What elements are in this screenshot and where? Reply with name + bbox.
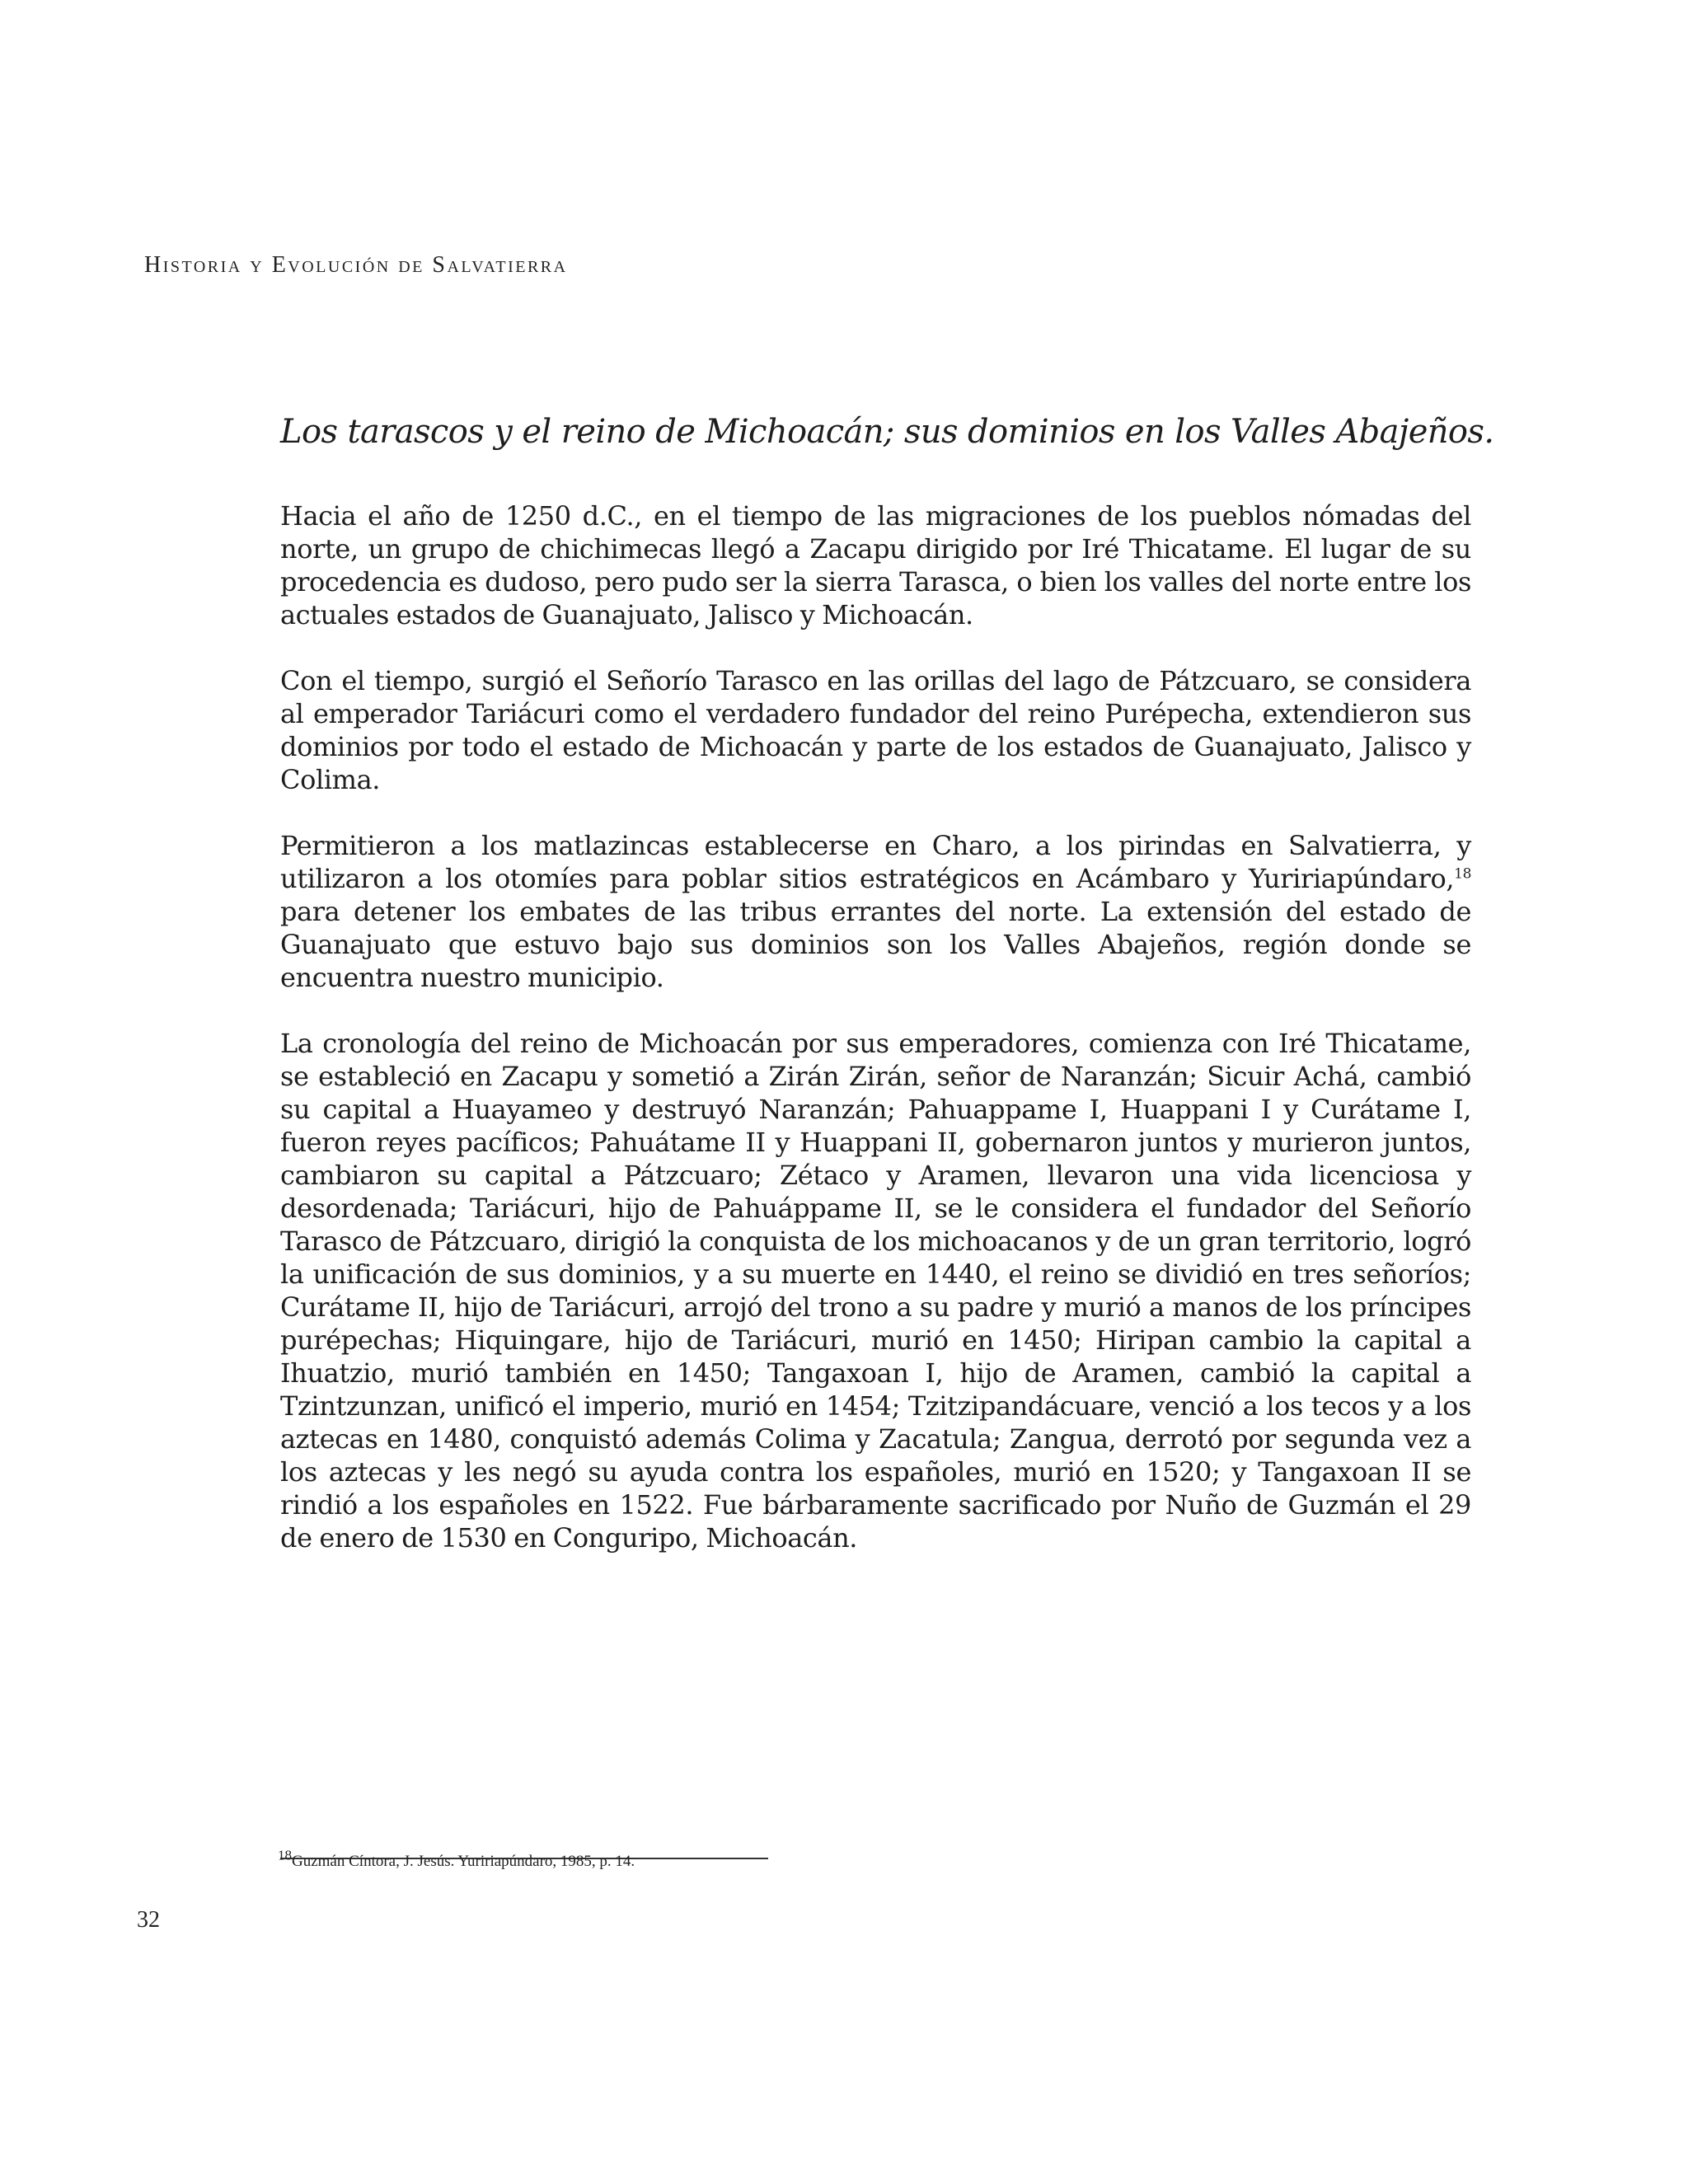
- footnote-reference[interactable]: 18: [1454, 865, 1471, 883]
- paragraph-3-text-before: Permitieron a los matlazincas establecerse en Charo, a los pirindas en Salvatierra, y utilizaron a los otomíes para poblar sitios estratégicos en Acámbaro y Yuririapúndaro,: [280, 830, 1471, 894]
- footnote-number: 18: [278, 1847, 292, 1863]
- paragraph-3: [280, 829, 1471, 994]
- footnote: [278, 1847, 635, 1871]
- paragraph-3-text-after: para detener los embates de las tribus errantes del norte. La extensión del estado de Guanajuato que estuvo bajo sus dominios son los Valles Abajeños, región donde se encuentra nuestro municipio.: [280, 896, 1471, 993]
- page-number: 32: [137, 1907, 160, 1933]
- running-header: Historia y Evolución de Salvatierra: [144, 252, 568, 278]
- main-content: [280, 412, 1494, 1587]
- paragraph-2: Con el tiempo, surgió el Señorío Tarasco en las orillas del lago de Pátzcuaro, se considera al emperador Tariácuri como el verdadero fundador del reino Purépecha, extendieron sus dominios por todo el estado de Michoacán y parte de los estados de Guanajuato, Jalisco y Colima.: [280, 665, 1471, 795]
- paragraph-4: La cronología del reino de Michoacán por sus emperadores, comienza con Iré Thicatame, se estableció en Zacapu y sometió a Zirán Zirán, señor de Naranzán; Sicuir Achá, cambió su capital a Huayameo y destruyó Naranzán; Pahuappame I, Huappani I y Curátame I, fueron reyes pacíficos; Pahuátame II y Huappani II, gobernaron juntos y murieron juntos, cambiaron su capital a Pátzcuaro; Zétaco y Aramen, llevaron una vida licenciosa y desordenada; Tariácuri, hijo de Pahuáppame II, se le considera el fundador del Señorío Tarasco de Pátzcuaro, dirigió la conquista de los michoacanos y de un gran territorio, logró la unificación de sus dominios, y a su muerte en 1440, el reino se dividió en tres señoríos; Curátame II, hijo de Tariácuri, arrojó del trono a su padre y murió a manos de los príncipes purépechas; Hiquingare, hijo de Tariácuri, murió en 1450; Hiripan cambio la capital a Ihuatzio, murió también en 1450; Tangaxoan I, hijo de Aramen, cambió la capital a Tzintzunzan, unificó el imperio, murió en 1454; Tzitzipandácuare, venció a los tecos y a los aztecas en 1480, conquistó además Colima y Zacatula; Zangua, derrotó por segunda vez a los aztecas y les negó su ayuda contra los españoles, murió en 1520; y Tangaxoan II se rindió a los españoles en 1522. Fue bárbaramente sacrificado por Nuño de Guzmán el 29 de enero de 1530 en Conguripo, Michoacán.: [280, 1028, 1471, 1554]
- paragraph-1: Hacia el año de 1250 d.C., en el tiempo de las migraciones de los pueblos nómadas del norte, un grupo de chichimecas llegó a Zacapu dirigido por Iré Thicatame. El lugar de su procedencia es dudoso, pero pudo ser la sierra Tarasca, o bien los valles del norte entre los actuales estados de Guanajuato, Jalisco y Michoacán.: [280, 500, 1471, 630]
- section-title: Los tarascos y el reino de Michoacán; sus dominios en los Valles Abajeños.: [280, 413, 1494, 451]
- footnote-text: Guzmán Cíntora, J. Jesús. Yuririapúndaro, 1985, p. 14.: [292, 1853, 635, 1870]
